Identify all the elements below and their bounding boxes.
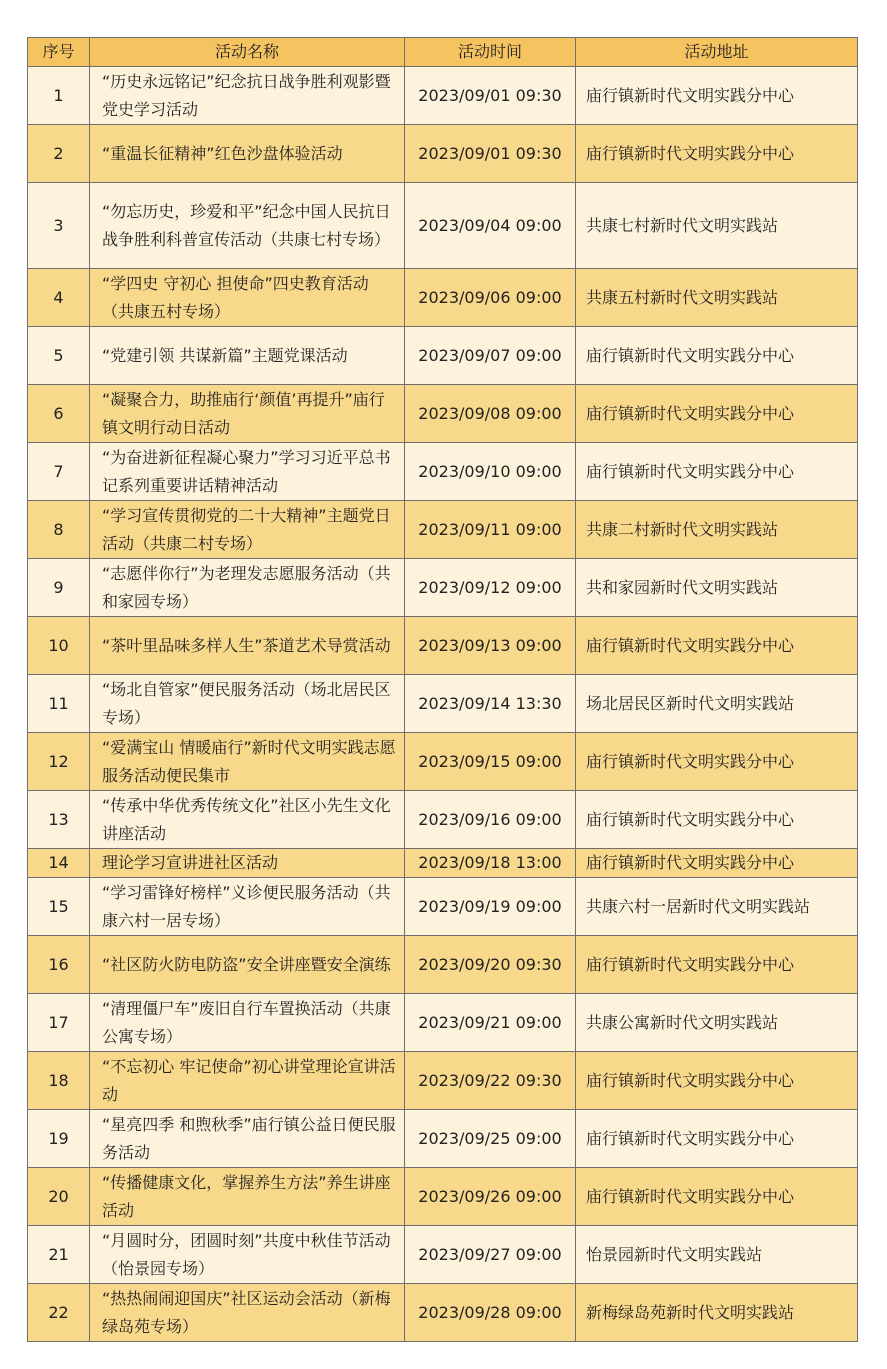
activity-time: 2023/09/10 09:00 xyxy=(405,443,576,501)
activity-place: 共康七村新时代文明实践站 xyxy=(576,183,858,269)
row-number: 4 xyxy=(28,269,90,327)
activity-name: “凝聚合力，助推庙行‘颜值’再提升”庙行镇文明行动日活动 xyxy=(90,385,405,443)
activity-place: 怡景园新时代文明实践站 xyxy=(576,1226,858,1284)
table-row xyxy=(28,443,858,501)
table-row xyxy=(28,1052,858,1110)
activity-time: 2023/09/04 09:00 xyxy=(405,183,576,269)
table-row xyxy=(28,1168,858,1226)
activity-place: 庙行镇新时代文明实践分中心 xyxy=(576,1168,858,1226)
header-number: 序号 xyxy=(28,38,90,67)
row-number: 14 xyxy=(28,849,90,878)
activity-place: 庙行镇新时代文明实践分中心 xyxy=(576,936,858,994)
header-activity-name: 活动名称 xyxy=(90,38,405,67)
activity-place: 庙行镇新时代文明实践分中心 xyxy=(576,791,858,849)
table-row xyxy=(28,269,858,327)
activity-name: “爱满宝山 情暖庙行”新时代文明实践志愿服务活动便民集市 xyxy=(90,733,405,791)
table-row xyxy=(28,385,858,443)
activity-name: “学四史 守初心 担使命”四史教育活动（共康五村专场） xyxy=(90,269,405,327)
header-activity-time: 活动时间 xyxy=(405,38,576,67)
activity-name: “勿忘历史，珍爱和平”纪念中国人民抗日战争胜利科普宣传活动（共康七村专场） xyxy=(90,183,405,269)
activity-place: 庙行镇新时代文明实践分中心 xyxy=(576,443,858,501)
table-header-row xyxy=(28,38,858,67)
activity-time: 2023/09/22 09:30 xyxy=(405,1052,576,1110)
activity-name: “清理僵尸车”废旧自行车置换活动（共康公寓专场） xyxy=(90,994,405,1052)
table-row xyxy=(28,1226,858,1284)
table-row xyxy=(28,501,858,559)
activity-place: 庙行镇新时代文明实践分中心 xyxy=(576,617,858,675)
table-row xyxy=(28,994,858,1052)
activity-name: “社区防火防电防盗”安全讲座暨安全演练 xyxy=(90,936,405,994)
activity-time: 2023/09/11 09:00 xyxy=(405,501,576,559)
activity-name: “学习宣传贯彻党的二十大精神”主题党日活动（共康二村专场） xyxy=(90,501,405,559)
row-number: 6 xyxy=(28,385,90,443)
activity-name: “星亮四季 和煦秋季”庙行镇公益日便民服务活动 xyxy=(90,1110,405,1168)
activity-name: “历史永远铭记”纪念抗日战争胜利观影暨党史学习活动 xyxy=(90,67,405,125)
activity-name: “月圆时分，团圆时刻”共度中秋佳节活动（怡景园专场） xyxy=(90,1226,405,1284)
activity-name: “为奋进新征程凝心聚力”学习习近平总书记系列重要讲话精神活动 xyxy=(90,443,405,501)
activity-place: 庙行镇新时代文明实践分中心 xyxy=(576,327,858,385)
activity-time: 2023/09/21 09:00 xyxy=(405,994,576,1052)
activity-place: 共康五村新时代文明实践站 xyxy=(576,269,858,327)
table-row xyxy=(28,1110,858,1168)
row-number: 17 xyxy=(28,994,90,1052)
row-number: 7 xyxy=(28,443,90,501)
activity-time: 2023/09/13 09:00 xyxy=(405,617,576,675)
table-row xyxy=(28,125,858,183)
activity-place: 共康公寓新时代文明实践站 xyxy=(576,994,858,1052)
table-row xyxy=(28,617,858,675)
row-number: 16 xyxy=(28,936,90,994)
activity-schedule-table xyxy=(27,37,858,1342)
row-number: 9 xyxy=(28,559,90,617)
table-row xyxy=(28,1284,858,1342)
activity-time: 2023/09/01 09:30 xyxy=(405,125,576,183)
activity-name: “传承中华优秀传统文化”社区小先生文化讲座活动 xyxy=(90,791,405,849)
activity-place: 共康六村一居新时代文明实践站 xyxy=(576,878,858,936)
activity-place: 共康二村新时代文明实践站 xyxy=(576,501,858,559)
activity-time: 2023/09/18 13:00 xyxy=(405,849,576,878)
activity-place: 共和家园新时代文明实践站 xyxy=(576,559,858,617)
row-number: 19 xyxy=(28,1110,90,1168)
table-row xyxy=(28,878,858,936)
activity-time: 2023/09/20 09:30 xyxy=(405,936,576,994)
row-number: 21 xyxy=(28,1226,90,1284)
activity-time: 2023/09/27 09:00 xyxy=(405,1226,576,1284)
table-row xyxy=(28,791,858,849)
table-row xyxy=(28,327,858,385)
table-row xyxy=(28,733,858,791)
row-number: 13 xyxy=(28,791,90,849)
table-row xyxy=(28,849,858,878)
activity-name: “茶叶里品味多样人生”茶道艺术导赏活动 xyxy=(90,617,405,675)
activity-time: 2023/09/06 09:00 xyxy=(405,269,576,327)
row-number: 1 xyxy=(28,67,90,125)
header-activity-place: 活动地址 xyxy=(576,38,858,67)
table-row xyxy=(28,67,858,125)
row-number: 10 xyxy=(28,617,90,675)
table-row xyxy=(28,936,858,994)
row-number: 22 xyxy=(28,1284,90,1342)
activity-name: 理论学习宣讲进社区活动 xyxy=(90,849,405,878)
activity-place: 场北居民区新时代文明实践站 xyxy=(576,675,858,733)
activity-name: “学习雷锋好榜样”义诊便民服务活动（共康六村一居专场） xyxy=(90,878,405,936)
activity-time: 2023/09/08 09:00 xyxy=(405,385,576,443)
row-number: 5 xyxy=(28,327,90,385)
activity-time: 2023/09/26 09:00 xyxy=(405,1168,576,1226)
activity-place: 庙行镇新时代文明实践分中心 xyxy=(576,385,858,443)
activity-time: 2023/09/28 09:00 xyxy=(405,1284,576,1342)
activity-place: 庙行镇新时代文明实践分中心 xyxy=(576,733,858,791)
table-row xyxy=(28,183,858,269)
activity-time: 2023/09/01 09:30 xyxy=(405,67,576,125)
activity-name: “场北自管家”便民服务活动（场北居民区专场） xyxy=(90,675,405,733)
row-number: 12 xyxy=(28,733,90,791)
row-number: 8 xyxy=(28,501,90,559)
activity-name: “不忘初心 牢记使命”初心讲堂理论宣讲活动 xyxy=(90,1052,405,1110)
activity-time: 2023/09/14 13:30 xyxy=(405,675,576,733)
activity-time: 2023/09/07 09:00 xyxy=(405,327,576,385)
activity-time: 2023/09/15 09:00 xyxy=(405,733,576,791)
activity-time: 2023/09/25 09:00 xyxy=(405,1110,576,1168)
activity-name: “热热闹闹迎国庆”社区运动会活动（新梅绿岛苑专场） xyxy=(90,1284,405,1342)
activity-place: 庙行镇新时代文明实践分中心 xyxy=(576,849,858,878)
activity-time: 2023/09/12 09:00 xyxy=(405,559,576,617)
activity-time: 2023/09/16 09:00 xyxy=(405,791,576,849)
row-number: 11 xyxy=(28,675,90,733)
row-number: 18 xyxy=(28,1052,90,1110)
row-number: 2 xyxy=(28,125,90,183)
activity-place: 庙行镇新时代文明实践分中心 xyxy=(576,1052,858,1110)
activity-place: 庙行镇新时代文明实践分中心 xyxy=(576,67,858,125)
activity-name: “传播健康文化，掌握养生方法”养生讲座活动 xyxy=(90,1168,405,1226)
activity-time: 2023/09/19 09:00 xyxy=(405,878,576,936)
row-number: 15 xyxy=(28,878,90,936)
activity-name: “重温长征精神”红色沙盘体验活动 xyxy=(90,125,405,183)
row-number: 3 xyxy=(28,183,90,269)
table-row xyxy=(28,559,858,617)
activity-place: 新梅绿岛苑新时代文明实践站 xyxy=(576,1284,858,1342)
activity-name: “党建引领 共谋新篇”主题党课活动 xyxy=(90,327,405,385)
activity-place: 庙行镇新时代文明实践分中心 xyxy=(576,1110,858,1168)
row-number: 20 xyxy=(28,1168,90,1226)
activity-name: “志愿伴你行”为老理发志愿服务活动（共和家园专场） xyxy=(90,559,405,617)
table-row xyxy=(28,675,858,733)
activity-place: 庙行镇新时代文明实践分中心 xyxy=(576,125,858,183)
